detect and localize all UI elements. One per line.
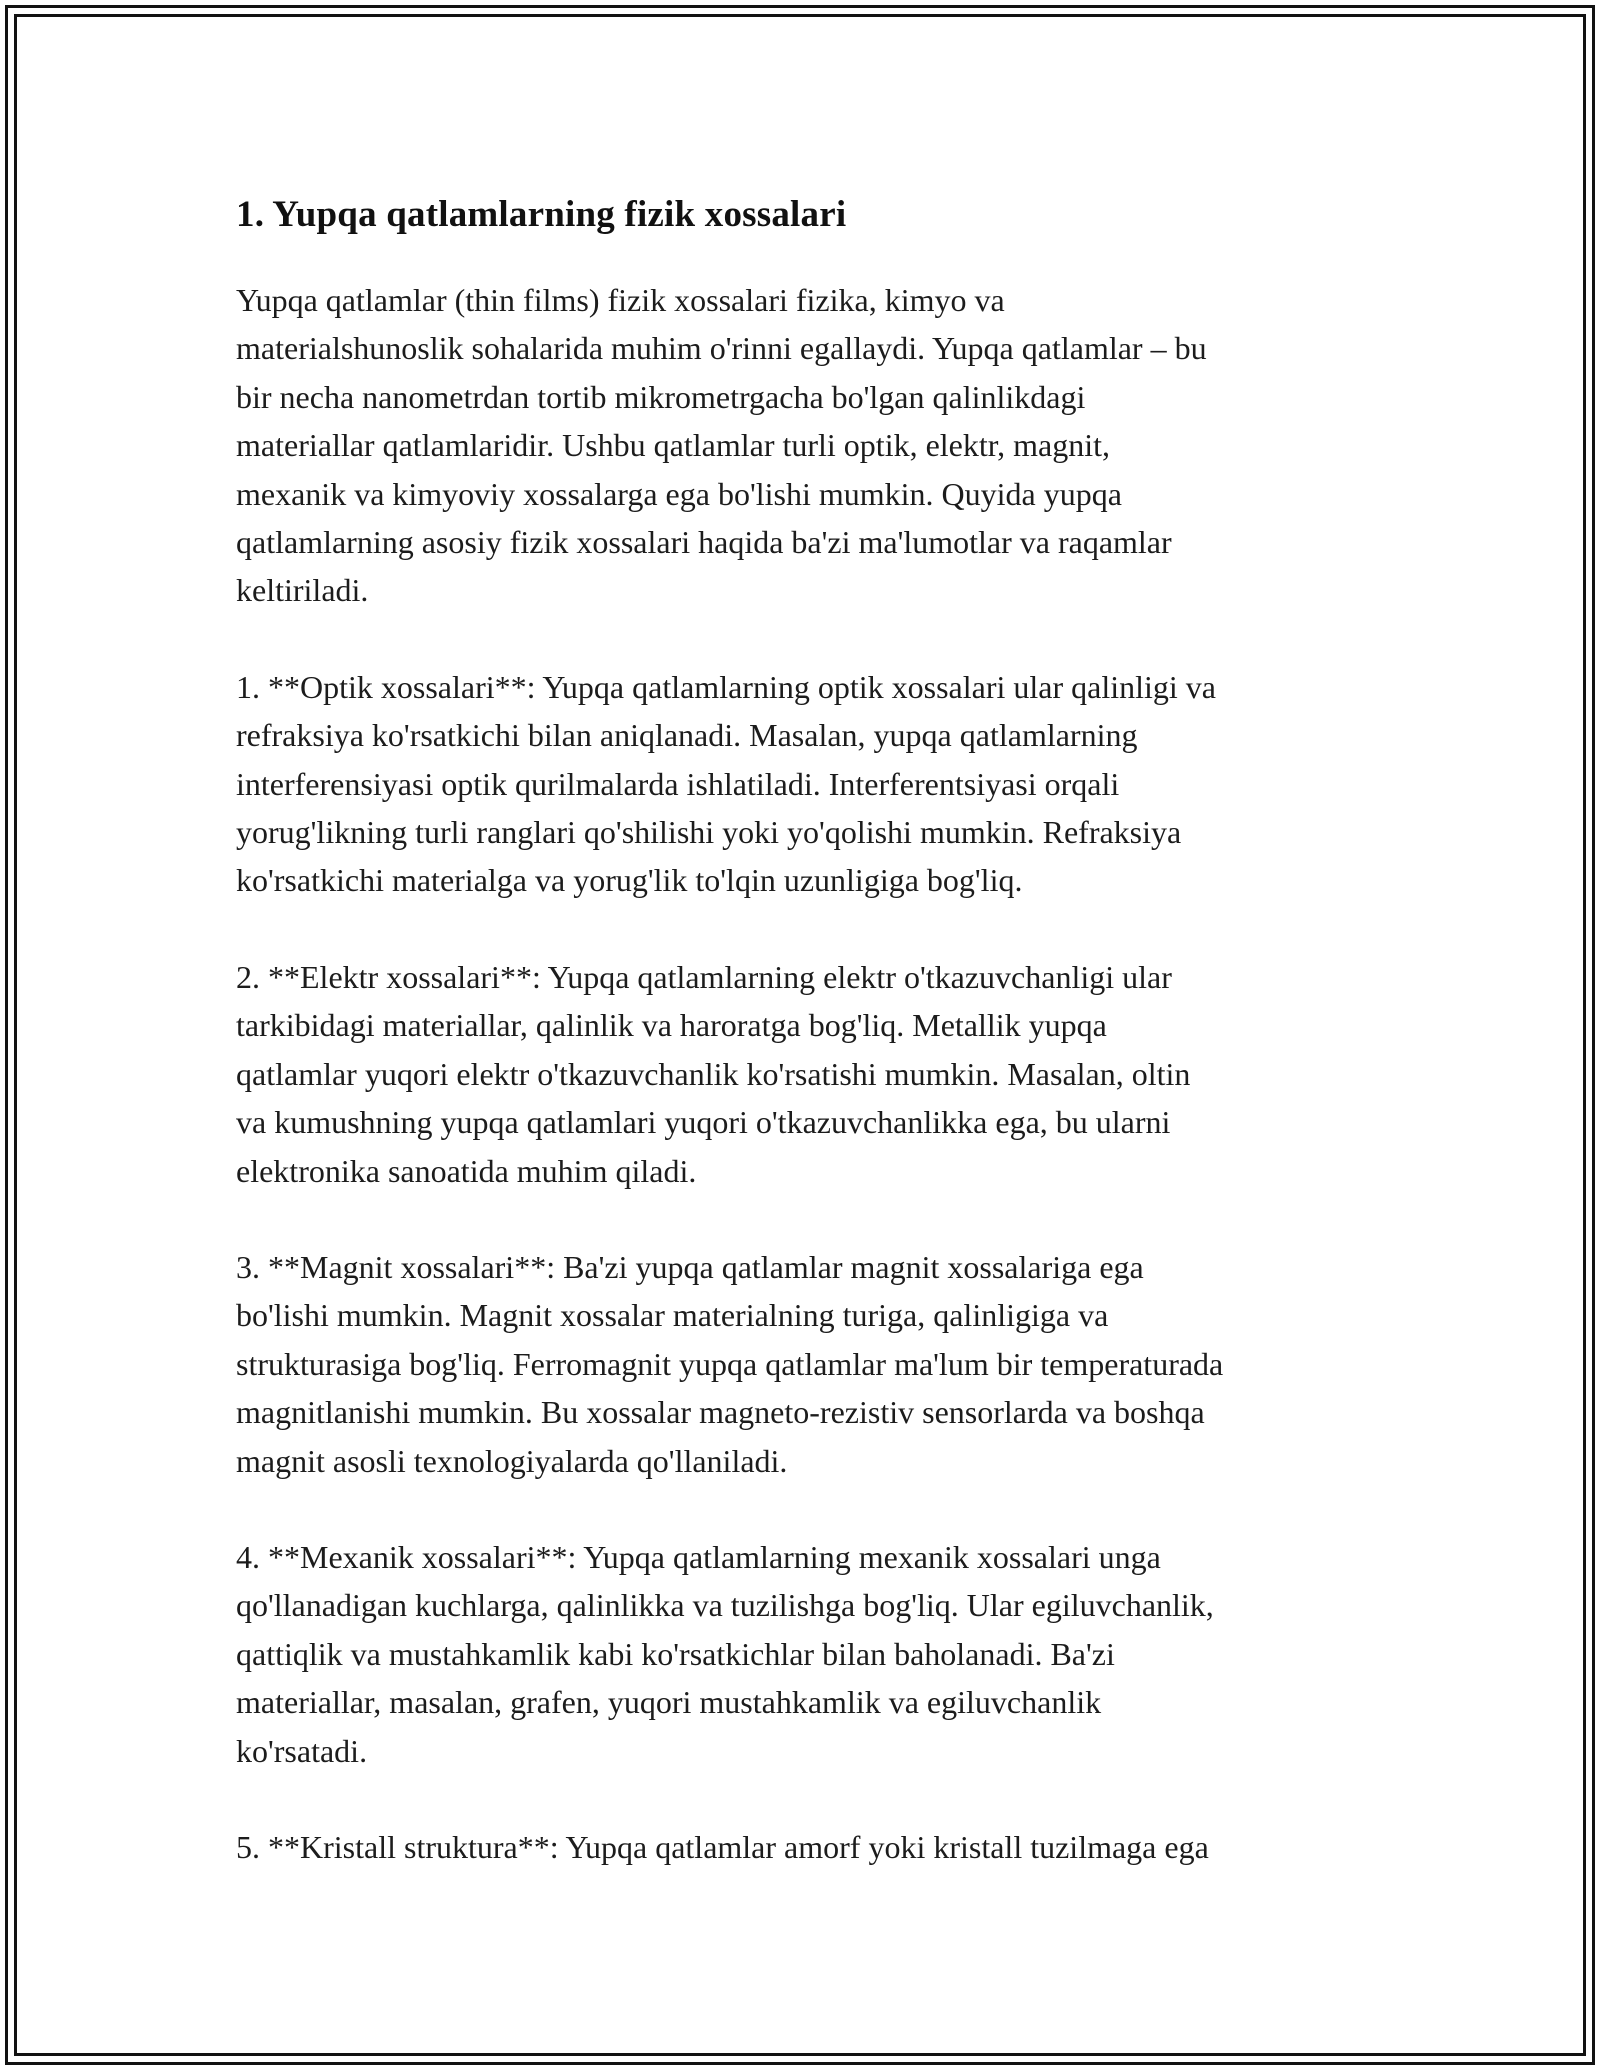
intro-paragraph: Yupqa qatlamlar (thin films) fizik xossalari fizika, kimyo va materialshunoslik sohalarida muhim o'rinni egallaydi. Yupqa qatlamlar – bu bir necha nanometrdan tortib mikrometrgacha bo'lgan qalinlikdagi materiallar qatlamlaridir. Ushbu qatlamlar turli optik, elektr, magnit, mexanik va kimyoviy xossalarga ega bo'lishi mumkin. Quyida yupqa qatlamlarning asosiy fizik xossalari haqida ba'zi ma'lumotlar va raqamlar keltiriladi. xyxy=(236,282,1207,609)
mechanical-properties-paragraph: 4. **Mexanik xossalari**: Yupqa qatlamlarning mexanik xossalari unga qo'llanadigan kuchlarga, qalinlikka va tuzilishga bog'liq. Ular egiluvchanlik, qattiqlik va mustahkamlik kabi ko'rsatkichlar bilan baholanadi. Ba'zi materiallar, masalan, grafen, yuqori mustahkamlik va egiluvchanlik ko'rsatadi. xyxy=(236,1538,1214,1769)
electrical-properties-paragraph: 2. **Elektr xossalari**: Yupqa qatlamlarning elektr o'tkazuvchanligi ular tarkibidagi materiallar, qalinlik va haroratga bog'liq. Metallik yupqa qatlamlar yuqori elektr o'tkazuvchanlik ko'rsatishi mumkin. Masalan, oltin va kumushning yupqa qatlamlari yuqori o'tkazuvchanlikka ega, bu ularni elektronika sanoatida muhim qiladi. xyxy=(236,958,1191,1189)
optical-properties-paragraph: 1. **Optik xossalari**: Yupqa qatlamlarning optik xossalari ular qalinligi va refraksiya ko'rsatkichi bilan aniqlanadi. Masalan, yupqa qatlamlarning interferensiyasi optik qurilmalarda ishlatiladi. Interferentsiyasi orqali yorug'likning turli ranglari qo'shilishi yoki yo'qolishi mumkin. Refraksiya ko'rsatkichi materialga va yorug'lik to'lqin uzunligiga bog'liq. xyxy=(236,668,1216,899)
page-title: 1. Yupqa qatlamlarning fizik xossalari xyxy=(236,194,847,235)
document-page xyxy=(236,180,1376,1919)
magnetic-properties-paragraph: 3. **Magnit xossalari**: Ba'zi yupqa qatlamlar magnit xossalariga ega bo'lishi mumkin. Magnit xossalar materialning turiga, qalinligiga va strukturasiga bog'liq. Ferromagnit yupqa qatlamlar ma'lum bir temperaturada magnitlanishi mumkin. Bu xossalar magneto-rezistiv sensorlarda va boshqa magnit asosli texnologiyalarda qo'llaniladi. xyxy=(236,1248,1224,1479)
crystal-structure-paragraph: 5. **Kristall struktura**: Yupqa qatlamlar amorf yoki kristall tuzilmaga ega xyxy=(236,1828,1209,1865)
